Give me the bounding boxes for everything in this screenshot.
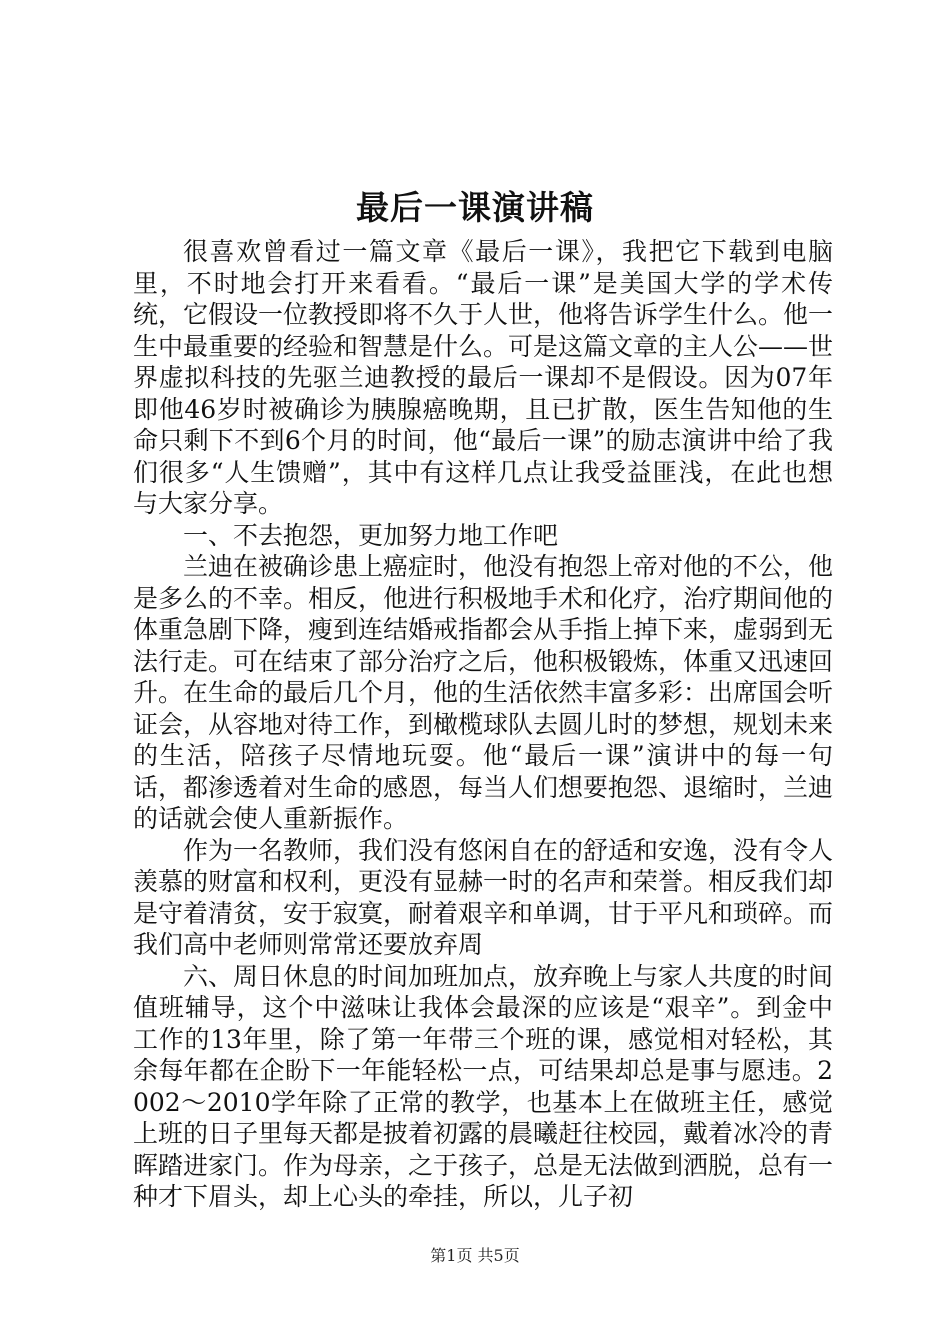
paragraph-intro: 很喜欢曾看过一篇文章《最后一课》，我把它下载到电脑里，不时地会打开来看看。“最后一课”是美国大学的学术传统，它假设一位教授即将不久于人世，他将告诉学生什么。他一生中最重要的经验和智慧是什么。可是这篇文章的主人公——世界虚拟科技的先驱兰迪教授的最后一课却不是假设。因为07年即他46岁时被确诊为胰腺癌晚期，且已扩散，医生告知他的生命只剩下不到6个月的时间，他“最后一课”的励志演讲中给了我们很多“人生馈赠”，其中有这样几点让我受益匪浅，在此也想与大家分享。 — [133, 237, 834, 518]
paragraph-randy: 兰迪在被确诊患上癌症时，他没有抱怨上帝对他的不公，他是多么的不幸。相反，他进行积极地手术和化疗，治疗期间他的体重急剧下降，瘦到连结婚戒指都会从手指上掉下来，虚弱到无法行走。可在结束了部分治疗之后，他积极锻炼，体重又迅速回升。在生命的最后几个月，他的生活依然丰富多彩：出席国会听证会，从容地对待工作，到橄榄球队去圆儿时的梦想，规划未来的生活，陪孩子尽情地玩耍。他“最后一课”演讲中的每一句话，都渗透着对生命的感恩，每当人们想要抱怨、退缩时，兰迪的话就会使人重新振作。 — [133, 552, 834, 833]
document-title: 最后一课演讲稿 — [356, 188, 594, 227]
document-body — [133, 236, 833, 1213]
page-number-footer: 第1页 共5页 — [430, 1246, 520, 1265]
paragraph-weekend: 六、周日休息的时间加班加点，放弃晚上与家人共度的时间值班辅导，这个中滋味让我体会最深的应该是“艰辛”。到金中工作的13年里，除了第一年带三个班的课，感觉相对轻松，其余每年都在企盼下一年能轻松一点，可结果却总是事与愿违。2002～2010学年除了正常的教学，也基本上在做班主任，感觉上班的日子里每天都是披着初露的晨曦赶往校园，戴着冰冷的青晖踏进家门。作为母亲，之于孩子，总是无法做到洒脱，总有一种才下眉头，却上心头的牵挂，所以，儿子初 — [133, 961, 834, 1211]
section-heading-1: 一、不去抱怨，更加努力地工作吧 — [183, 520, 559, 550]
paragraph-teacher: 作为一名教师，我们没有悠闲自在的舒适和安逸，没有令人羡慕的财富和权利，更没有显赫一时的名声和荣誉。相反我们却是守着清贫，安于寂寞，耐着艰辛和单调，甘于平凡和琐碎。而我们高中老师则常常还要放弃周 — [133, 835, 834, 959]
